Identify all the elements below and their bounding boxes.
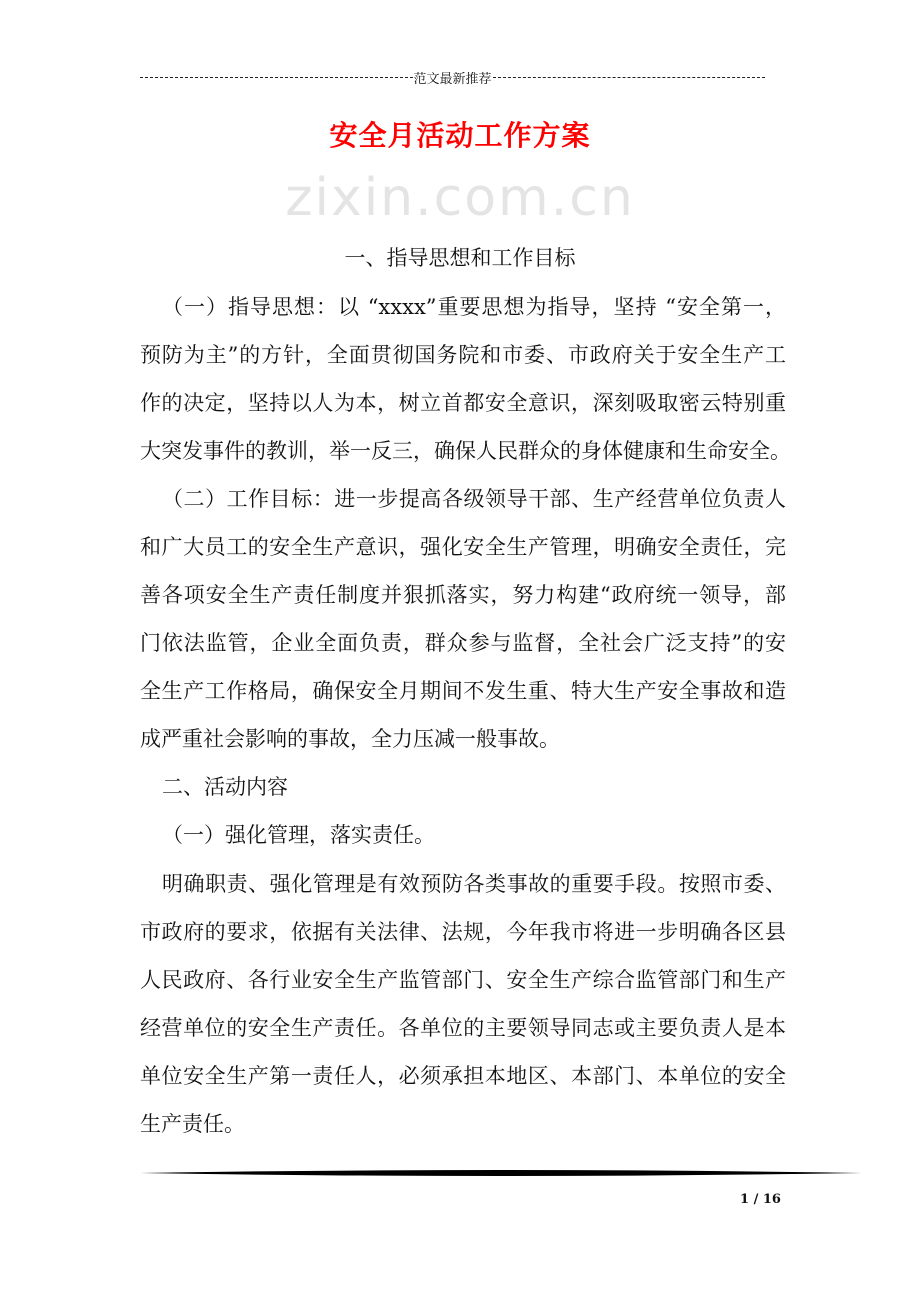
paragraph-line: 大突发事件的教训，举一反三，确保人民群众的身体健康和生命安全。 (140, 439, 791, 463)
paragraph-line: 成严重社会影响的事故，全力压减一般事故。 (140, 727, 560, 751)
paragraph-line: 和广大员工的安全生产意识，强化安全生产管理，明确安全责任，完 (140, 535, 786, 559)
footer-rule (140, 1168, 862, 1178)
paragraph-line: 预防为主”的方针，全面贯彻国务院和市委、市政府关于安全生产工 (140, 343, 786, 367)
paragraph-line: 生产责任。 (140, 1112, 245, 1136)
paragraph-line: 二、活动内容 (162, 775, 288, 799)
paragraph-line: （一）强化管理，落实责任。 (162, 823, 435, 847)
header-dash-right (493, 77, 766, 78)
header-label: 范文最新推荐 (413, 72, 492, 87)
page-number: 1 / 16 (740, 1192, 781, 1207)
paragraph-line: 明确职责、强化管理是有效预防各类事故的重要手段。按照市委、 (162, 872, 786, 896)
section-heading: 一、指导思想和工作目标 (344, 246, 576, 270)
page-header (140, 68, 765, 87)
paragraph-line: 市政府的要求，依据有关法律、法规，今年我市将进一步明确各区县 (140, 920, 786, 944)
header-dash-left (140, 77, 413, 78)
paragraph-line: 作的决定，坚持以人为本，树立首都安全意识，深刻吸取密云特别重 (140, 391, 786, 415)
paragraph-line: 全生产工作格局，确保安全月期间不发生重、特大生产安全事故和造 (140, 679, 786, 703)
paragraph-line: 善各项安全生产责任制度并狠抓落实，努力构建“政府统一领导，部 (140, 583, 786, 607)
paragraph-line: （一）指导思想：以 “xxxx”重要思想为指导，坚持 “安全第一， (162, 295, 786, 319)
document-title: 安全月活动工作方案 (329, 119, 591, 152)
paragraph-line: （二）工作目标：进一步提高各级领导干部、生产经营单位负责人 (162, 487, 786, 511)
paragraph-line: 人民政府、各行业安全生产监管部门、安全生产综合监管部门和生产 (140, 968, 786, 992)
paragraph-line: 经营单位的安全生产责任。各单位的主要领导同志或主要负责人是本 (140, 1016, 786, 1040)
paragraph-line: 门依法监管，企业全面负责，群众参与监督，全社会广泛支持”的安 (140, 631, 786, 655)
watermark: zixin.com.cn (285, 168, 635, 228)
paragraph-line: 单位安全生产第一责任人，必须承担本地区、本部门、本单位的安全 (140, 1064, 786, 1088)
